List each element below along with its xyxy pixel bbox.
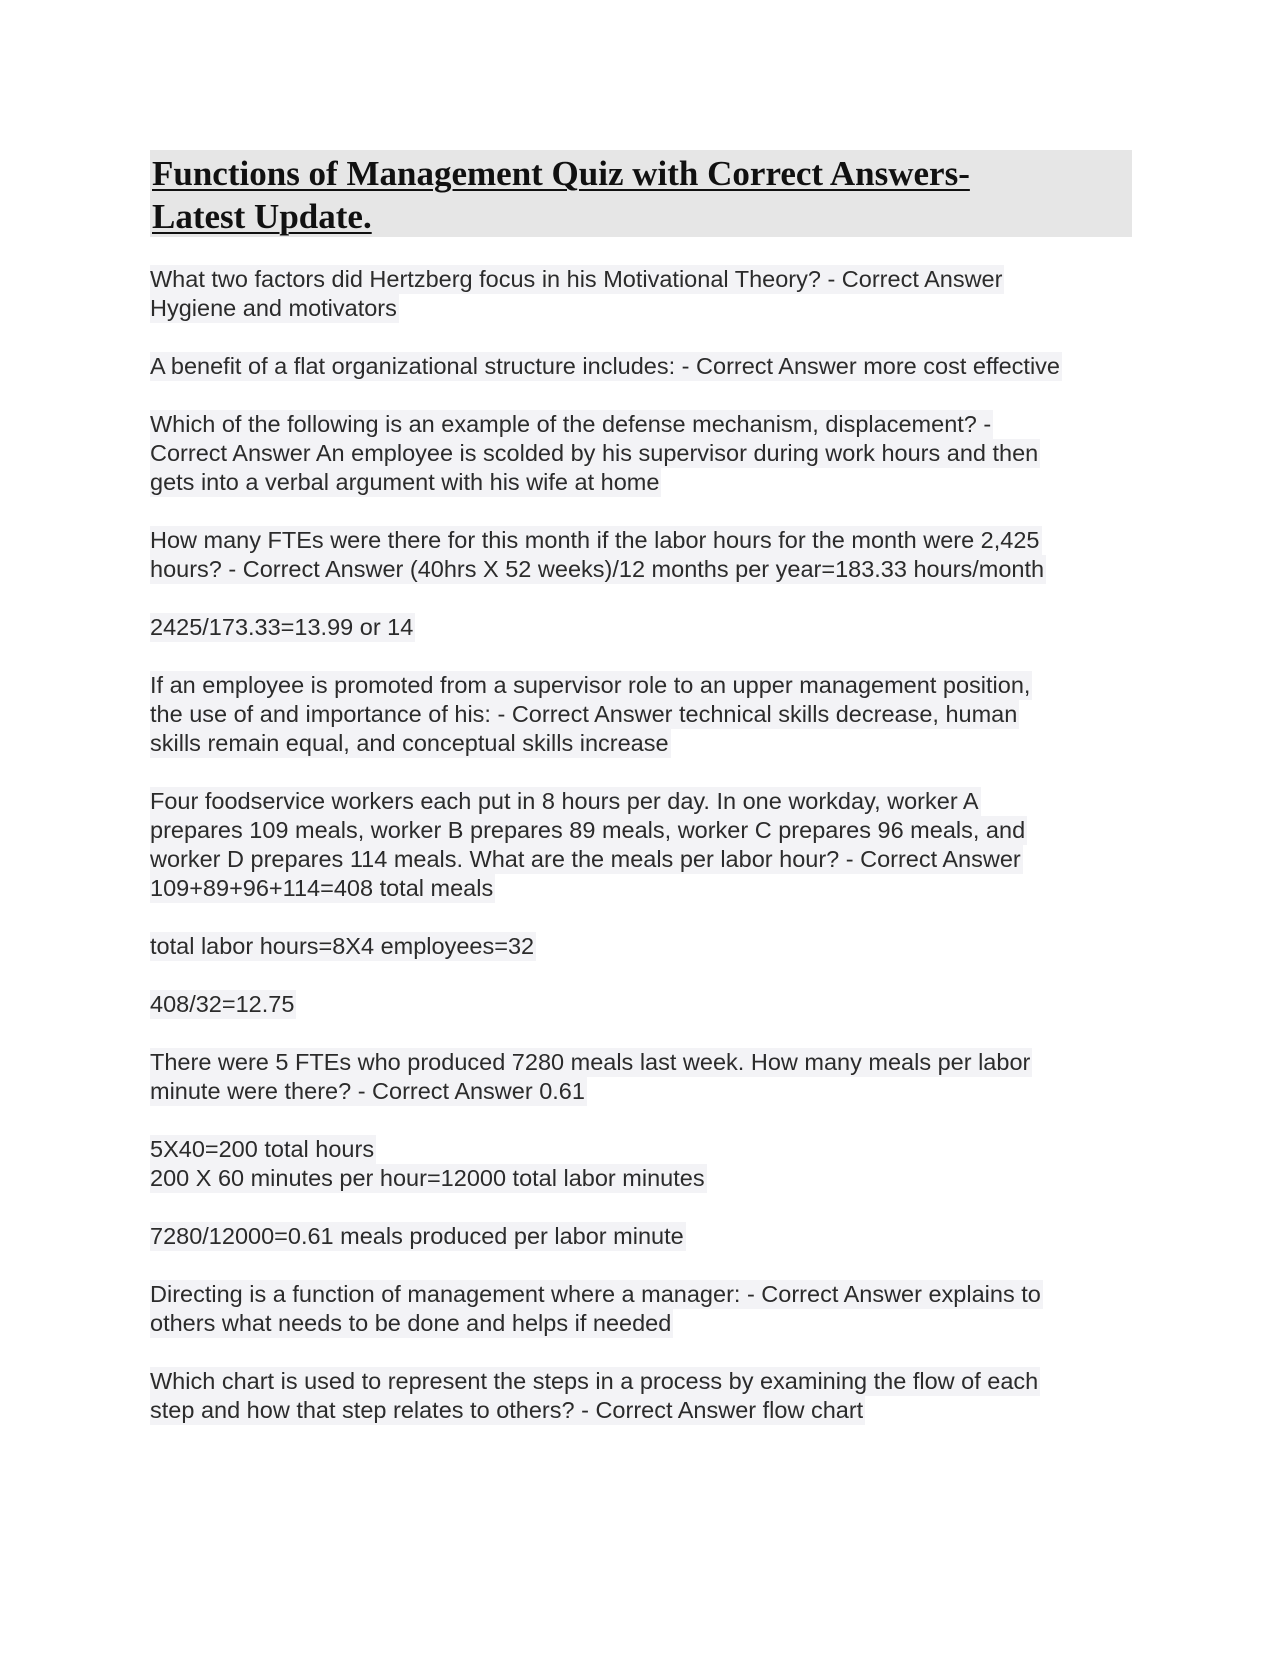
text-line: skills remain equal, and conceptual skills increase — [150, 730, 669, 756]
text-line: Which of the following is an example of the defense mechanism, displacement? - — [150, 411, 992, 437]
qa-paragraph — [150, 265, 1150, 323]
qa-paragraph — [150, 1135, 1150, 1193]
text-line-wrap — [150, 1164, 1150, 1193]
qa-paragraph — [150, 671, 1150, 758]
text-line: If an employee is promoted from a supervisor role to an upper management position, — [150, 672, 1031, 698]
text-line-wrap — [150, 1135, 1150, 1164]
text-line-wrap — [150, 468, 1150, 497]
title-line-1: Functions of Management Quiz with Correct Answers- — [152, 154, 970, 193]
text-line: There were 5 FTEs who produced 7280 meals last week. How many meals per labor — [150, 1049, 1031, 1075]
text-line-wrap — [150, 816, 1150, 845]
text-line-wrap — [150, 845, 1150, 874]
text-line: Directing is a function of management where a manager: - Correct Answer explains to — [150, 1281, 1041, 1307]
qa-paragraph — [150, 1367, 1150, 1425]
text-line-wrap — [150, 874, 1150, 903]
text-line: Correct Answer An employee is scolded by his supervisor during work hours and then — [150, 440, 1039, 466]
text-line-wrap — [150, 294, 1150, 323]
text-line-wrap — [150, 671, 1150, 700]
text-line-wrap — [150, 613, 1150, 642]
text-line: Four foodservice workers each put in 8 hours per day. In one workday, worker A — [150, 788, 979, 814]
text-line-wrap — [150, 1396, 1150, 1425]
title-line-2: Latest Update. — [152, 197, 372, 236]
qa-paragraph — [150, 990, 1150, 1019]
text-line-wrap — [150, 1077, 1150, 1106]
text-line-wrap — [150, 1367, 1150, 1396]
document-body — [150, 265, 1150, 1454]
text-line-wrap — [150, 439, 1150, 468]
qa-paragraph — [150, 1280, 1150, 1338]
qa-paragraph — [150, 1222, 1150, 1251]
text-line: hours? - Correct Answer (40hrs X 52 weeks)/12 months per year=183.33 hours/month — [150, 556, 1045, 582]
text-line-wrap — [150, 526, 1150, 555]
text-line-wrap — [150, 700, 1150, 729]
text-line: prepares 109 meals, worker B prepares 89 meals, worker C prepares 96 meals, and — [150, 817, 1026, 843]
text-line: 109+89+96+114=408 total meals — [150, 875, 494, 901]
qa-paragraph — [150, 787, 1150, 903]
text-line-wrap — [150, 1309, 1150, 1338]
text-line-wrap — [150, 787, 1150, 816]
text-line: Hygiene and motivators — [150, 295, 397, 321]
text-line: 2425/173.33=13.99 or 14 — [150, 614, 414, 640]
text-line: worker D prepares 114 meals. What are the meals per labor hour? - Correct Answer — [150, 846, 1021, 872]
document-title — [150, 150, 1132, 237]
text-line: 200 X 60 minutes per hour=12000 total labor minutes — [150, 1165, 705, 1191]
qa-paragraph — [150, 352, 1150, 381]
text-line-wrap — [150, 1048, 1150, 1077]
text-line: How many FTEs were there for this month if the labor hours for the month were 2,425 — [150, 527, 1040, 553]
text-line-wrap — [150, 729, 1150, 758]
text-line-wrap — [150, 1222, 1150, 1251]
text-line-wrap — [150, 932, 1150, 961]
text-line: others what needs to be done and helps if needed — [150, 1310, 672, 1336]
qa-paragraph — [150, 410, 1150, 497]
text-line-wrap — [150, 410, 1150, 439]
text-line-wrap — [150, 555, 1150, 584]
text-line: gets into a verbal argument with his wife at home — [150, 469, 660, 495]
text-line: 5X40=200 total hours — [150, 1136, 375, 1162]
text-line-wrap — [150, 1280, 1150, 1309]
text-line: What two factors did Hertzberg focus in his Motivational Theory? - Correct Answer — [150, 266, 1003, 292]
qa-paragraph — [150, 1048, 1150, 1106]
text-line-wrap — [150, 990, 1150, 1019]
text-line: the use of and importance of his: - Correct Answer technical skills decrease, human — [150, 701, 1018, 727]
qa-paragraph — [150, 526, 1150, 584]
text-line: total labor hours=8X4 employees=32 — [150, 933, 535, 959]
text-line: 408/32=12.75 — [150, 991, 295, 1017]
text-line: minute were there? - Correct Answer 0.61 — [150, 1078, 585, 1104]
text-line: Which chart is used to represent the steps in a process by examining the flow of each — [150, 1368, 1039, 1394]
qa-paragraph — [150, 932, 1150, 961]
qa-paragraph — [150, 613, 1150, 642]
text-line: A benefit of a flat organizational structure includes: - Correct Answer more cost effective — [150, 353, 1060, 379]
text-line: 7280/12000=0.61 meals produced per labor minute — [150, 1223, 684, 1249]
text-line: step and how that step relates to others? - Correct Answer flow chart — [150, 1397, 864, 1423]
text-line-wrap — [150, 352, 1150, 381]
text-line-wrap — [150, 265, 1150, 294]
